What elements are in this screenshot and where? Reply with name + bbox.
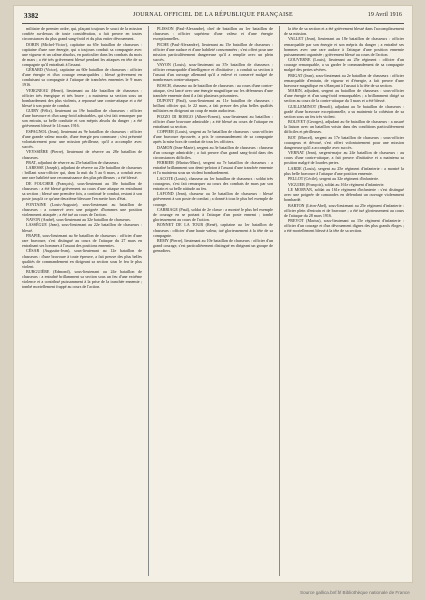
article-paragraph: DUPONT (Paul), sous-lieutenant au 11e bataillon de chasseurs : brillant officier qui, le 22 mars, a fait preuve des plus belles qualités militaires en dirigeant un coup de main audacieux. — [153, 98, 273, 114]
article-paragraph: PICHE (Paul-Alexandre), lieutenant au 15e bataillon de chasseurs : officier d'une audace et d'une habileté consommées ; s'est offert pour une mission particulièrement dangereuse qu'il a remplie avec un plein succès. — [153, 41, 273, 62]
column-3 — [279, 26, 404, 576]
article-paragraph: LABESSE (Joseph), adjudant de réserve au 23e bataillon de chasseurs : brillant sous-officier qui, dans la nuit du 5 au 6 mars, a conduit avec une rare habileté une reconnaissance des plus périlleuses ; a été blessé. — [22, 165, 142, 181]
article-paragraph: ESPAGNOL (Jean), lieutenant au 9e bataillon de chasseurs : officier d'une grande valeur morale, d'une énergie peu commune ; s'est présenté volontairement pour une mission périlleuse, qu'il a accomplie avec succès. — [22, 128, 142, 150]
footer-library: / Bibliothèque nationale de France — [340, 590, 410, 595]
article-paragraph: BARTON (Léon-Abel), sous-lieutenant au 25e régiment d'infanterie : officier plein d'entrain et de bravoure ; a été tué glorieusement au cours de l'attaque du 28 mars 1916. — [284, 202, 404, 218]
article-paragraph: PRAT, adjudant de réserve au 25e bataillon de chasseurs. — [26, 159, 120, 165]
article-paragraph: militaire de premier ordre, qui, plaçant toujours le souci de la mission confiée au-dessus de toute considération, a fait preuve en toutes circonstances du plus grand sang-froid et du plus entier dévouement. — [22, 26, 142, 42]
article-paragraph: LASSÉGUE (Jean), sous-lieutenant au 22e bataillon de chasseurs : blessé. — [22, 222, 142, 233]
article-paragraph: COPPIER (Louis), sergent au 5e bataillon de chasseurs : sous-officier d'une bravoure éprouvée, a pris le commandement de sa compagnie après la mise hors de combat de tous les officiers. — [153, 129, 273, 145]
article-paragraph: FONTAINE (Louis-Auguste), sous-lieutenant au bataillon de chasseurs : a conservé avec une poignée d'hommes une position violemment attaquée ; a été tué au cours de l'action. — [22, 201, 142, 217]
article-paragraph: DAMON (Jean-Marie), sergent au 3e bataillon de chasseurs : chasseur d'un courage admirable ; a fait preuve d'un grand sang-froid dans des circonstances difficiles. — [153, 144, 273, 160]
article-paragraph: VALLET (Jean), lieutenant au 18e bataillon de chasseurs : officier remarquable par son énergie et son mépris du danger ; a entraîné ses hommes avec une rare audace à l'attaque d'une position ennemie puissamment organisée ; grièvement blessé au cours de l'action. — [284, 36, 404, 57]
article-paragraph: PREVOT (Marius), sous-lieutenant au 15e régiment d'infanterie : officier d'un courage et d'un dévouement dignes des plus grands éloges ; a été mortellement blessé à la tête de sa section. — [284, 218, 404, 234]
page-header — [14, 10, 412, 22]
article-paragraph: VIGUIER (François), soldat au 161e régiment d'infanterie. — [288, 181, 385, 187]
article-paragraph: LAFOND (Jean), chasseur au 3e bataillon de chasseurs : blessé grièvement à son poste de combat ; a donné à tous le plus bel exemple de courage. — [153, 191, 273, 207]
newspaper-page — [14, 6, 412, 582]
article-paragraph: BOT (Marcel), sergent au 17e bataillon de chasseurs : sous-officier courageux et dévoué, s'est offert volontairement pour une mission dangereuse qu'il a accomplie avec succès. — [284, 134, 404, 150]
article-paragraph: LARDE (Louis), sergent au 25e régiment d'infanterie : a montré la plus belle bravoure à l'attaque d'une position ennemie. — [284, 165, 404, 176]
footer-source: Source gallica.bnf.fr — [300, 590, 341, 595]
article-paragraph: GOUVERNE (Louis), lieutenant au 25e régiment : officier d'un courage remarquable, a su garder le commandement de sa compagnie malgré des pertes sévères. — [284, 57, 404, 73]
column-1 — [22, 26, 142, 576]
article-paragraph: GUILLEMINOT (Benoît), adjudant au 5e bataillon de chasseurs : gradé d'une bravoure exceptionnelle, a su maintenir la cohésion de sa section sous un feu très violent. — [284, 103, 404, 119]
article-paragraph: REMY (Pierre), lieutenant au 10e bataillon de chasseurs : officier d'un grand courage, s'est particulièrement distingué en dirigeant un groupe de grenadiers. — [153, 238, 273, 254]
article-paragraph: GÉRARD (Victor), capitaine au 60e bataillon de chasseurs : officier d'une énergie et d'un courage remarquables ; blessé grièvement en conduisant sa compagnie à l'attaque de tranchées ennemies le 9 mars 1916. — [22, 67, 142, 88]
article-paragraph: BONNET DE LA TOUR (René), capitaine au 1er bataillon de chasseurs : officier d'une haute valeur, tué glorieusement à la tête de sa compagnie. — [153, 222, 273, 238]
article-paragraph: FRAPIE, sous-lieutenant au 6e bataillon de chasseurs : officier d'une rare bravoure, s'est distingué au cours de l'attaque du 27 mars en entraînant ses hommes à l'assaut des positions ennemies. — [22, 232, 142, 249]
article-paragraph: VAYON (Louis), sous-lieutenant au 37e bataillon de chasseurs : officier remarquable d'intelligence et d'initiative ; a conduit sa section à l'assaut d'un ouvrage allemand qu'il a enlevé et conservé malgré de nombreuses contre-attaques. — [153, 62, 273, 83]
column-2 — [148, 26, 273, 576]
article-paragraph: LE MORVAN, soldat au 161e régiment d'infanterie : s'est distingué avec une poignée de camarades en défendant un ouvrage violemment bombardé. — [284, 187, 404, 203]
article-paragraph: DORIN (Michel-Victor), capitaine au 65e bataillon de chasseurs : capitaine d'une rare énergie, qui a toujours conduit sa compagnie avec une vigueur et un calme absolus, en particulier dans les combats du mois de mars ; a été très grièvement blessé pendant les attaques en tête de sa compagnie qu'il entraînait à l'assaut. — [22, 41, 142, 67]
article-paragraph: VERNAT (Jean), sergent-major au 24e bataillon de chasseurs : au cours d'une contre-attaque, a fait preuve d'initiative et a maintenu sa position malgré de lourdes pertes. — [284, 150, 404, 166]
article-paragraph: PRIGAT (Jean), sous-lieutenant au 2e bataillon de chasseurs : officier remarquable d'entrain, de vigueur et d'énergie, a fait preuve d'une bravoure magnifique en s'élançant à l'assaut à la tête de sa section. — [284, 72, 404, 88]
article-paragraph: PELLOT (Cécile), sergent au 32e régiment d'infanterie. — [288, 176, 380, 182]
journal-title: JOURNAL OFFICIEL DE LA RÉPUBLIQUE FRANÇAISE — [133, 12, 293, 18]
article-paragraph: CÉSAR (Augustin-Jean), sous-lieutenant au 12e bataillon de chasseurs : d'une bravoure à toute épreuve, a fait preuve des plus belles qualités de commandement en dirigeant sa section sous le feu le plus violent. — [22, 248, 142, 269]
article-paragraph: FERRIER (Marius-Marc), sergent au 7e bataillon de chasseurs : a entraîné brillamment son demi-peloton à l'assaut d'une tranchée ennemie et l'a maintenu sous un violent bombardement. — [153, 160, 273, 176]
article-paragraph: MARIN, adjudant, sergent au bataillon de chasseurs : sous-officier d'une énergie et d'un sang-froid remarquables ; a brillamment dirigé sa section au cours de la contre-attaque du 3 mars et a été blessé. — [284, 88, 404, 104]
article-paragraph: VEYSSIÈRE (Pierre), lieutenant de réserve au 28e bataillon de chasseurs. — [22, 149, 142, 160]
article-paragraph: LACOTE (Louis), chasseur au 1er bataillon de chasseurs : soldat très courageux, s'est fait remarquer au cours des combats de mars par son entrain et sa belle attitude au feu. — [153, 175, 273, 191]
page-footer — [0, 589, 425, 597]
article-paragraph: BOLIVET (Georges), adjudant au 6e bataillon de chasseurs : a assuré la liaison avec un bataillon voisin dans des conditions particulièrement difficiles et périlleuses. — [284, 119, 404, 135]
header-rule — [22, 23, 404, 24]
article-paragraph: CARRIAGE (Paul), soldat de 2e classe : a montré le plus bel exemple de courage en se portant à l'attaque d'un poste ennemi ; tombé glorieusement au cours de l'action. — [153, 206, 273, 223]
article-paragraph: BOSCH, chasseur au 4e bataillon de chasseurs : au cours d'une contre-attaque, s'est lancé avec une énergie magnifique sur les défenseurs d'une tranchée ennemie dont il a fait plusieurs prisonniers. — [153, 82, 273, 98]
article-paragraph: la tête de sa section et a été grièvement blessé dans l'accomplissement de sa mission. — [284, 26, 404, 37]
article-paragraph: PLISSON (Paul-Alexandre), chef de bataillon au 1er bataillon de chasseurs : officier supérieur d'une valeur et d'une énergie exceptionnelles. — [153, 26, 273, 42]
article-paragraph: NAVON (André), sous-lieutenant au 32e bataillon de chasseurs. — [26, 217, 131, 223]
article-paragraph: POZZO DI BORGO (Albert-Ernest), sous-lieutenant au bataillon : officier d'une bravoure admirable ; a été blessé au cours de l'attaque en entraînant sa section. — [153, 113, 273, 129]
issue-date: 19 Avril 1916 — [367, 12, 402, 18]
article-paragraph: BURGUIÈRE (Edmond), sous-lieutenant au 24e bataillon de chasseurs : a entraîné brillamment sa section sous un feu d'une extrême violence et a contribué puissamment à la prise de la tranchée ennemie ; tombé mortellement frappé au cours de l'action. — [22, 269, 142, 290]
article-paragraph: DE FOUCHER (François), sous-lieutenant au 30e bataillon de chasseurs : a été blessé grièvement au cours d'une attaque en entraînant sa section ; blessé une première fois, a continué le combat, restant à son poste jusqu'à ce qu'une deuxième blessure l'en mette hors d'état. — [22, 180, 142, 202]
page-number: 3382 — [24, 12, 39, 20]
article-paragraph: GUIRY (Félix), lieutenant au 19e bataillon de chasseurs : officier d'une bravoure et d'un sang-froid admirables, qui s'est fait remarquer par son entrain, sa belle conduite et son mépris absolu du danger ; a été grièvement blessé le 14 mars 1916. — [22, 108, 142, 129]
text-columns — [22, 26, 404, 576]
article-paragraph: VERGNEAU (Henri), lieutenant au 44e bataillon de chasseurs : officier très énergique et très brave ; a maintenu sa section sous un bombardement des plus violents, a repoussé une contre-attaque et a été blessé à son poste de combat. — [22, 87, 142, 108]
